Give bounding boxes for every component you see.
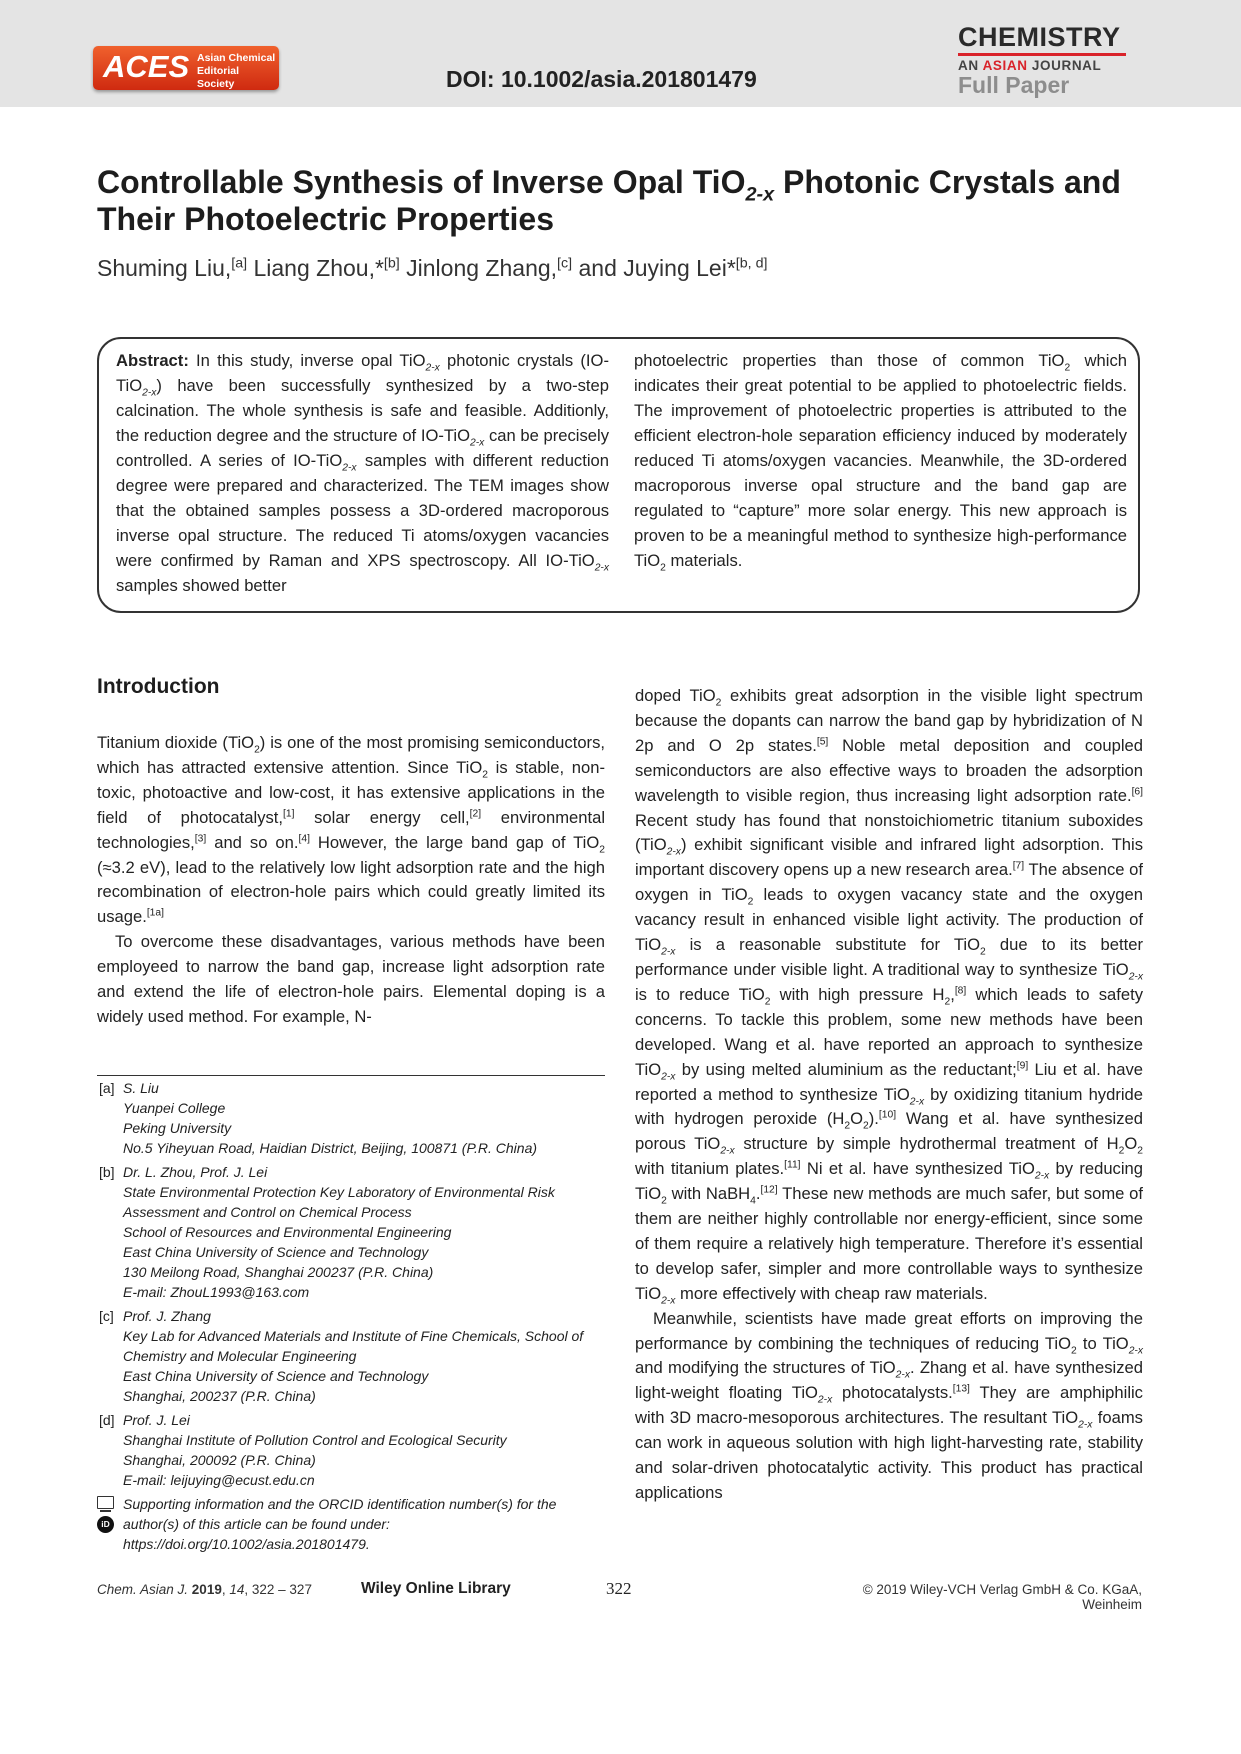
intro-paragraph: doped TiO$_2$ exhibits great adsorption in the visible light spectrum because the dopants can narrow the band gap by hybridization of N 2p and O 2p states.[5] Noble metal deposition and coupled semiconductors are also effective ways to broaden the adsorption wavelength to visible region, thus increasing light adsorption rate.[6] Recent study has found that nonstoichiometric titanium suboxides (TiO$_{2-x}$) exhibit significant visible and infrared light adsorption. This important discovery opens up a new research area.[7] The absence of oxygen in TiO$_2$ leads to oxygen vacancy state and the oxygen vacancy result in enhanced visible light activity. The production of TiO$_{2-x}$ is a reasonable substitute for TiO$_2$ due to its better performance under visible light. A traditional way to synthesize TiO$_{2-x}$ is to reduce TiO$_2$ with high pressure $H_2,[8]$ which leads to safety concerns. To tackle this problem, some new methods have been developed. Wang et al. have reported an approach to synthesize TiO$_{2-x}$ by using melted aluminium as the reductant;[9] Liu et al. have reported a method to synthesize TiO$_{2-x}$ by oxidizing titanium hydride with hydrogen peroxide $(H_2O_2).[10]$ Wang et al. have synthesized porous TiO$_{2-x}$ structure by simple hydrothermal treatment of $H_2O_2$ with titanium plates.[11] Ni et al. have synthesized TiO$_{2-x}$ by reducing TiO$_2$ with NaBH$_4$.[12] These new methods are much safer, but some of them are neither highly controllable nor energy-efficient, since some of them require a relatively high temperature. Therefore it’s essential to develop safer, simpler and more controllable ways to synthesize TiO$_{2-x}$ more effectively with cheap raw materials.: [635, 686, 1144, 1307]
wiley-online-library-link[interactable]: Wiley Online Library: [361, 1580, 511, 1597]
monitor-icon: [97, 1496, 114, 1509]
author-item: Jinlong Zhang,[c]: [399, 255, 573, 281]
orcid-icon: iD: [97, 1516, 114, 1533]
intro-paragraph: To overcome these disadvantages, various methods have been employeed to narrow the band gap, increase light adsorption rate and extend the life of electron-hole pairs. Elemental doping is a widely used method. For example, N-: [97, 932, 605, 1026]
author-item: Liang Zhou,*[b]: [247, 255, 400, 281]
intro-paragraph: Meanwhile, scientists have made great efforts on improving the performance by combining the techniques of reducing TiO$_2$ to TiO$_{2-x}$ and modifying the structures of TiO$_{2-x}$. Zhang et al. have synthesized light-weight floating TiO$_{2-x}$ photocatalysts.[13] They are amphiphilic with 3D macro-mesoporous architectures. The resultant TiO$_{2-x}$ foams can work in aqueous solution with high light-harvesting rate, stability and solar-driven photocatalytic activity. This product has practical applications: [635, 1308, 1143, 1502]
affiliation-d: [d] Prof. J. Lei Shanghai Institute of Pollution Control and Ecological Security Shanghai, 200092 (P.R. China) E-mail: leijuying@ecust.edu.cn: [97, 1410, 612, 1490]
abstract-text-left: Abstract: In this study, inverse opal TiO$_{2-x}$ photonic crystals (IO-TiO$_{2-x}$) have been successfully synthesized by a two-step calcination. The whole synthesis is safe and feasible. Additionly, the reduction degree and the structure of IO-TiO$_{2-x}$ can be precisely controlled. A series of IO-TiO$_{2-x}$ samples with different reduction degree were prepared and characterized. The TEM images show that the obtained samples possess a 3D-ordered macroporous inverse opal structure. The reduced Ti atoms/oxygen vacancies were confirmed by Raman and XPS spectroscopy. All IO-TiO$_{2-x}$ samples showed better: [116, 351, 609, 595]
footer-citation: Chem. Asian J. 2019, 14, 322 – 327: [97, 1582, 312, 1597]
supporting-info-link[interactable]: Supporting information and the ORCID identification number(s) for the author(s) of this article can be found under: https://doi.org/10.1002/asia.201801479.: [123, 1496, 557, 1552]
article-title: Controllable Synthesis of Inverse Opal TiO$_{2-x}$ Photonic Crystals and Their Photoelectric Properties: [97, 164, 1121, 237]
author-list: [97, 255, 767, 282]
journal-name-chemistry: CHEMISTRY: [958, 22, 1121, 52]
email-link[interactable]: E-mail: ZhouL1993@163.com: [123, 1284, 310, 1300]
affiliation-list: [97, 1078, 612, 1554]
aces-logo-subtitle: Asian Chemical Editorial Society: [197, 52, 276, 90]
journal-rule: [958, 53, 1126, 56]
abstract-text-right: photoelectric properties than those of common TiO$_2$ which indicates their great potential to be applied to photoelectric fields. The improvement of photoelectric properties is attributed to the efficient electron-hole separation efficiency induced by moderately reduced Ti atoms/oxygen vacancies. Meanwhile, the 3D-ordered macroporous inverse opal structure and the band gap are regulated to “capture” more solar energy. This new approach is proven to be a meaningful method to synthesize high-performance TiO$_2$ materials.: [634, 351, 1127, 574]
affiliation-b: [b] Dr. L. Zhou, Prof. J. Lei State Environmental Protection Key Laboratory of Environmental Risk Assessment and Control on Chemical Process School of Resources and Environmental Engineering East China University of Science and Technology 130 Meilong Road, Shanghai 200237 (P.R. China) E-mail: ZhouL1993@163.com: [97, 1162, 612, 1302]
author-item: Shuming Liu,[a]: [97, 255, 248, 281]
author-item: and Juying Lei*[b, d]: [572, 255, 768, 281]
affiliation-a: [a] S. Liu Yuanpei College Peking University No.5 Yiheyuan Road, Haidian District, Beijing, 100871 (P.R. China): [99, 1080, 538, 1156]
header-bar: [0, 0, 1241, 107]
intro-right-column: [635, 684, 1143, 1506]
section-heading-introduction: Introduction: [97, 675, 220, 698]
aces-logo-text: ACES: [103, 49, 190, 84]
page-number: 322: [606, 1579, 632, 1598]
intro-left-column: [97, 731, 605, 1030]
affiliation-c: [c] Prof. J. Zhang Key Lab for Advanced Materials and Institute of Fine Chemicals, School of Chemistry and Molecular Engineering East China University of Science and Technology Shanghai, 200237 (P.R. China): [99, 1308, 584, 1404]
copyright-notice: © 2019 Wiley-VCH Verlag GmbH & Co. KGaA, Weinheim: [862, 1582, 1142, 1612]
email-link[interactable]: E-mail: leijuying@ecust.edu.cn: [123, 1472, 315, 1488]
supporting-info-note: [97, 1494, 612, 1554]
footnote-divider: [97, 1075, 605, 1076]
monitor-stand-icon: [100, 1510, 111, 1512]
article-type: Full Paper: [958, 72, 1070, 98]
journal-logo: [958, 24, 1128, 98]
intro-paragraph: Titanium dioxide (TiO$_2$) is one of the most promising semiconductors, which has attracted extensive attention. Since TiO$_2$ is stable, non-toxic, photoactive and low-cost, it has extensive applications in the field of photocatalyst,[1] solar energy cell,[2] environmental technologies,[3] and so on.[4] However, the large band gap of TiO$_2$ (≈3.2 eV), lead to the relatively low light adsorption rate and the high recombination of electron-hole pairs which could greatly limited its usage.[1a]: [97, 733, 606, 927]
journal-name-asian: AN ASIAN JOURNAL: [958, 58, 1102, 73]
doi-link[interactable]: DOI: 10.1002/asia.201801479: [446, 66, 757, 92]
aces-logo[interactable]: [93, 46, 279, 90]
abstract-label: Abstract:: [116, 351, 189, 370]
